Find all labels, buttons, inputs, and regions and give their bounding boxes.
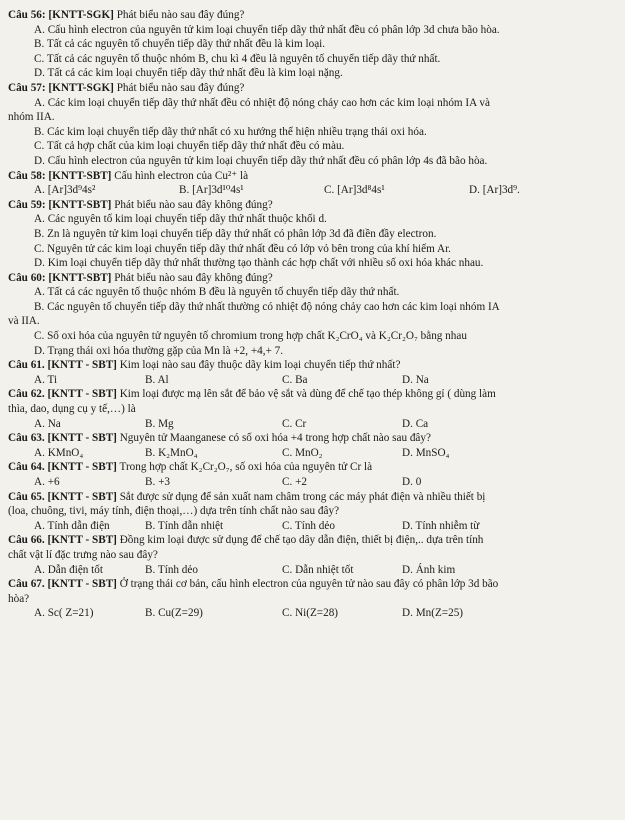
- answer-text: Các nguyên tố chuyển tiếp dãy thứ nhất thường có nhiệt độ nóng chảy cao hơn các kim loại nhóm IA: [47, 300, 500, 313]
- answer-text: Nguyên tử các kim loại chuyển tiếp dãy thứ nhất đều có lớp vỏ bên trong của khí hiếm Ar.: [47, 242, 451, 255]
- answer-text: +2: [295, 476, 307, 488]
- answer-text: K₂MnO₄: [158, 446, 198, 459]
- answer-option[interactable]: [282, 446, 402, 461]
- answer-letter: B.: [34, 125, 45, 138]
- answer-letter: A.: [34, 286, 45, 299]
- question-stem: [8, 431, 615, 446]
- answer-option[interactable]: [402, 606, 542, 621]
- answer-options-row: [34, 373, 615, 388]
- answer-option[interactable]: [145, 475, 282, 490]
- answer-option[interactable]: [34, 256, 615, 271]
- question-source-tag: [KNTT - SBT]: [47, 461, 117, 474]
- answer-text: [Ar]3d¹⁰4s¹: [192, 184, 244, 197]
- answer-option[interactable]: [145, 373, 282, 388]
- answer-letter: C.: [282, 563, 293, 576]
- answer-text: [Ar]3d⁸4s¹: [337, 184, 385, 197]
- question-number: Câu 63.: [8, 432, 45, 445]
- question-stem: [8, 460, 615, 475]
- question-text-continued: chất vật lí đặc trưng nào sau đây?: [8, 548, 158, 561]
- answer-option[interactable]: [34, 285, 615, 300]
- answer-text: Ti: [47, 373, 58, 386]
- question-number: Câu 66.: [8, 534, 45, 547]
- answer-option[interactable]: [402, 373, 542, 388]
- answer-letter: C.: [282, 476, 293, 488]
- answer-option[interactable]: [34, 242, 615, 257]
- answer-text: KMnO₄: [47, 446, 84, 459]
- question-text: Phát biểu nào sau đây đúng?: [116, 9, 245, 21]
- answer-option[interactable]: [145, 606, 282, 621]
- answer-letter: B.: [145, 417, 156, 430]
- answer-letter: A.: [34, 184, 45, 197]
- answer-text: Sc( Z=21): [47, 607, 94, 620]
- answer-letter: D.: [402, 446, 413, 459]
- question-text: Sắt được sử dụng để sản xuất nam châm trong các máy phát điện và nhiều thiết bị: [119, 490, 486, 503]
- question-text-continued: hòa?: [8, 592, 30, 605]
- answer-letter: D.: [34, 67, 45, 80]
- answer-letter: D.: [34, 257, 45, 270]
- question-stem: [8, 271, 615, 286]
- question-block: [8, 81, 615, 169]
- answer-letter: A.: [34, 519, 45, 532]
- answer-option[interactable]: [34, 373, 145, 388]
- answer-text: Tính dẫn điện: [47, 519, 110, 532]
- answer-option[interactable]: [469, 183, 614, 198]
- answer-letter: D.: [402, 563, 413, 576]
- question-text: Cấu hình electron của Cu²⁺ là: [114, 169, 249, 182]
- answer-text: Ba: [295, 373, 308, 386]
- answer-text: Tất cả các nguyên tố thuộc nhóm B, chu kì 4 đều là nguyên tố chuyển tiếp dãy thứ nhất.: [46, 52, 441, 65]
- question-stem: [8, 169, 615, 184]
- question-source-tag: [KNTT - SBT]: [47, 388, 117, 401]
- answer-option[interactable]: [34, 125, 615, 140]
- answer-text: Tất cả các kim loại chuyển tiếp dãy thứ nhất đều là kim loại nặng.: [47, 67, 343, 80]
- answer-option[interactable]: [34, 519, 145, 534]
- answer-text: Số oxi hóa của nguyên tử nguyên tố chromium trong hợp chất K₂CrO₄ và K₂Cr₂O₇ bằng nhau: [47, 330, 467, 343]
- answer-text: Cấu hình electron của nguyên tử kim loại chuyển tiếp dãy thứ nhất đều có phân lớp 3d chưa bão hòa.: [47, 23, 500, 36]
- answer-options-row: [34, 475, 615, 490]
- answer-option[interactable]: [34, 96, 615, 111]
- answer-option[interactable]: [145, 519, 282, 534]
- answer-text: Cấu hình electron của nguyên tử kim loại chuyển tiếp dãy thứ nhất đều có phân lớp 4s đã bão hòa.: [47, 154, 488, 167]
- answer-letter: C.: [34, 52, 45, 65]
- answer-letter: A.: [34, 23, 45, 36]
- answer-text-continued: nhóm IIA.: [8, 111, 55, 124]
- answer-text: Tất cả các nguyên tố chuyển tiếp dãy thứ nhất đều là kim loại.: [46, 38, 326, 51]
- answer-text: Cu(Z=29): [158, 607, 203, 620]
- answer-options-row: [34, 563, 615, 578]
- answer-options-row: [34, 519, 615, 534]
- question-number: Câu 64.: [8, 461, 45, 474]
- question-block: [8, 490, 615, 534]
- answer-letter: A.: [34, 563, 45, 576]
- question-stem: [8, 533, 615, 548]
- answer-text: [Ar]3d⁹.: [482, 184, 520, 197]
- answer-text: Ca: [415, 417, 429, 430]
- answer-option[interactable]: [34, 66, 615, 81]
- answer-option[interactable]: [34, 139, 615, 154]
- answer-letter: A.: [34, 476, 45, 488]
- answer-option[interactable]: [282, 417, 402, 432]
- question-source-tag: [KNTT-SGK]: [48, 9, 114, 21]
- question-stem: [8, 198, 615, 213]
- answer-option[interactable]: [34, 446, 145, 461]
- answer-option[interactable]: [34, 212, 615, 227]
- question-stem: [8, 81, 615, 96]
- question-source-tag: [KNTT-SBT]: [48, 271, 112, 284]
- answer-letter: B.: [145, 446, 156, 459]
- answer-option[interactable]: [34, 183, 179, 198]
- answer-letter: B.: [145, 519, 156, 532]
- answer-text: Tính dẻo: [294, 519, 335, 532]
- answer-text: Trạng thái oxi hóa thường gặp của Mn là +2, +4,+ 7.: [47, 344, 284, 357]
- answer-letter: C.: [282, 607, 293, 620]
- question-number: Câu 58:: [8, 169, 46, 182]
- question-block: [8, 533, 615, 577]
- answer-text: Tất cả hợp chất của kim loại chuyển tiếp dãy thứ nhất đều có màu.: [46, 140, 345, 153]
- question-block: [8, 387, 615, 431]
- question-stem: [8, 358, 615, 373]
- answer-text: [Ar]3d⁹4s²: [47, 184, 96, 197]
- answer-text-continued: và IIA.: [8, 315, 40, 328]
- answer-options-row: [34, 183, 615, 198]
- answer-text: Dẫn nhiệt tốt: [295, 563, 354, 576]
- question-number: Câu 56:: [8, 9, 46, 21]
- answer-letter: D.: [402, 607, 413, 620]
- answer-options-row: [34, 417, 615, 432]
- question-source-tag: [KNTT - SBT]: [47, 359, 117, 372]
- question-text: Kim loại nào sau đây thuộc dãy kim loại chuyển tiếp thứ nhất?: [119, 359, 401, 372]
- answer-text: +3: [158, 476, 170, 488]
- answer-text: Tất cả các nguyên tố thuộc nhóm B đều là nguyên tố chuyển tiếp dãy thứ nhất.: [47, 286, 400, 299]
- answer-option[interactable]: [145, 446, 282, 461]
- answer-text: Na: [415, 373, 429, 386]
- answer-letter: D.: [402, 476, 413, 488]
- answer-option[interactable]: [34, 417, 145, 432]
- question-source-tag: [KNTT - SBT]: [47, 432, 117, 445]
- question-text-continued: thìa, dao, dụng cụ y tế,…) là: [8, 403, 136, 416]
- question-block: [8, 358, 615, 387]
- answer-text: MnSO₄: [415, 446, 450, 459]
- answer-letter: B.: [145, 607, 156, 620]
- answer-letter: C.: [282, 373, 293, 386]
- answer-text: Cr: [295, 417, 307, 430]
- answer-letter: A.: [34, 417, 45, 430]
- answer-option[interactable]: [145, 417, 282, 432]
- question-block: [8, 431, 615, 460]
- question-block: [8, 169, 615, 198]
- answer-option[interactable]: [402, 475, 542, 490]
- answer-letter: C.: [34, 140, 45, 153]
- answer-letter: A.: [34, 373, 45, 386]
- answer-text: Mn(Z=25): [415, 607, 464, 620]
- question-text: Trong hợp chất K₂Cr₂O₇, số oxi hóa của nguyên tử Cr là: [119, 461, 373, 474]
- answer-letter: C.: [34, 330, 45, 343]
- question-source-tag: [KNTT - SBT]: [47, 578, 117, 591]
- answer-letter: C.: [324, 184, 335, 197]
- answer-option[interactable]: [402, 417, 542, 432]
- question-block: [8, 460, 615, 489]
- answer-letter: B.: [34, 300, 45, 313]
- answer-letter: C.: [34, 242, 45, 255]
- answer-option[interactable]: [34, 475, 145, 490]
- answer-text: Các kim loại chuyển tiếp dãy thứ nhất đều có nhiệt độ nóng chảy cao hơn các kim loại nhóm IA và: [47, 96, 490, 109]
- question-text: Phát biểu nào sau đây không đúng?: [114, 198, 273, 211]
- question-stem: [8, 577, 615, 592]
- answer-letter: B.: [179, 184, 190, 197]
- answer-letter: D.: [469, 184, 480, 197]
- answer-letter: B.: [145, 373, 156, 386]
- answer-letter: D.: [34, 154, 45, 167]
- answer-option[interactable]: [282, 373, 402, 388]
- answer-letter: B.: [34, 227, 45, 240]
- question-number: Câu 62.: [8, 388, 45, 401]
- answer-option[interactable]: [34, 606, 145, 621]
- answer-text: Tính dẫn nhiệt: [157, 519, 224, 532]
- answer-text: 0: [415, 476, 422, 488]
- answer-text: Tính nhiễm từ: [415, 519, 480, 532]
- question-text-continued: (loa, chuông, tivi, máy tính, điện thoại,…) dựa trên tính chất nào sau đây?: [8, 505, 340, 518]
- answer-option[interactable]: [34, 37, 615, 52]
- answer-letter: D.: [402, 417, 413, 430]
- question-stem: [8, 387, 615, 402]
- answer-option[interactable]: [34, 52, 615, 67]
- answer-option[interactable]: [34, 23, 615, 38]
- answer-letter: B.: [145, 563, 156, 576]
- question-source-tag: [KNTT - SBT]: [47, 534, 117, 547]
- question-text: Kim loại được mạ lên sắt để bảo vệ sắt và dùng để chế tạo thép không gỉ ( dùng làm: [119, 388, 496, 401]
- answer-option[interactable]: [34, 344, 615, 359]
- answer-letter: A.: [34, 96, 45, 109]
- answer-text: Na: [47, 417, 61, 430]
- answer-letter: B.: [145, 476, 156, 488]
- answer-option[interactable]: [402, 446, 542, 461]
- answer-text: Các kim loại chuyển tiếp dãy thứ nhất có xu hướng thể hiện nhiều trạng thái oxi hóa.: [47, 125, 427, 138]
- answer-text: Ni(Z=28): [295, 607, 339, 620]
- answer-text: Kim loại chuyển tiếp dãy thứ nhất thường tạo thành các hợp chất với nhiều số oxi hóa khác nhau.: [47, 257, 484, 270]
- answer-text: Ánh kim: [415, 563, 456, 576]
- question-stem: [8, 8, 615, 23]
- answer-options-row: [34, 606, 615, 621]
- question-source-tag: [KNTT-SGK]: [48, 81, 114, 94]
- question-number: Câu 61.: [8, 359, 45, 372]
- answer-option[interactable]: [324, 183, 469, 198]
- answer-letter: C.: [282, 417, 293, 430]
- answer-option[interactable]: [34, 300, 615, 315]
- answer-option[interactable]: [34, 329, 615, 344]
- question-number: Câu 67.: [8, 578, 45, 591]
- answer-text: Tính dẻo: [157, 563, 198, 576]
- question-stem: [8, 490, 615, 505]
- answer-letter: D.: [402, 519, 413, 532]
- question-text: Phát biểu nào sau đây đúng?: [116, 81, 245, 94]
- answer-option[interactable]: [282, 606, 402, 621]
- answer-letter: C.: [282, 519, 293, 532]
- answer-option[interactable]: [282, 475, 402, 490]
- question-text: Nguyên tử Maanganese có số oxi hóa +4 trong hợp chất nào sau đây?: [119, 432, 431, 445]
- answer-letter: B.: [34, 38, 45, 51]
- answer-text: Zn là nguyên tử kim loại chuyển tiếp dãy thứ nhất có phân lớp 3d đã điền đầy electron.: [47, 227, 437, 240]
- answer-letter: D.: [34, 344, 45, 357]
- answer-option[interactable]: [179, 183, 324, 198]
- answer-option[interactable]: [34, 227, 615, 242]
- answer-option[interactable]: [34, 563, 145, 578]
- answer-letter: A.: [34, 213, 45, 226]
- answer-text: +6: [47, 476, 60, 488]
- question-number: Câu 59:: [8, 198, 46, 211]
- answer-letter: D.: [402, 373, 413, 386]
- answer-options-row: [34, 446, 615, 461]
- answer-option[interactable]: [402, 563, 542, 578]
- question-text: Ở trạng thái cơ bản, cấu hình electron của nguyên tử nào sau đây có phân lớp 3d bão: [119, 578, 499, 591]
- question-number: Câu 60:: [8, 271, 46, 284]
- answer-letter: A.: [34, 607, 45, 620]
- answer-text: MnO₂: [295, 446, 323, 459]
- answer-text: Dẫn điện tốt: [47, 563, 103, 576]
- answer-option[interactable]: [34, 154, 615, 169]
- answer-text: Al: [157, 373, 169, 386]
- question-block: [8, 8, 615, 81]
- answer-option[interactable]: [145, 563, 282, 578]
- answer-text: Các nguyên tố kim loại chuyển tiếp dãy thứ nhất thuộc khối d.: [47, 213, 327, 226]
- question-source-tag: [KNTT - SBT]: [47, 490, 117, 503]
- question-source-tag: [KNTT-SBT]: [48, 198, 112, 211]
- question-number: Câu 65.: [8, 490, 45, 503]
- question-block: [8, 271, 615, 359]
- question-text: Phát biểu nào sau đây không đúng?: [114, 271, 273, 284]
- question-source-tag: [KNTT-SBT]: [48, 169, 112, 182]
- answer-text: Mg: [158, 417, 174, 430]
- question-text: Đồng kim loại được sử dụng để chế tạo dây dẫn điện, thiết bị điện,.. dựa trên tính: [119, 534, 484, 547]
- question-number: Câu 57:: [8, 81, 46, 94]
- answer-option[interactable]: [282, 519, 402, 534]
- answer-option[interactable]: [282, 563, 402, 578]
- question-block: [8, 577, 615, 621]
- answer-option[interactable]: [402, 519, 542, 534]
- question-block: [8, 198, 615, 271]
- answer-letter: C.: [282, 446, 293, 459]
- answer-letter: A.: [34, 446, 45, 459]
